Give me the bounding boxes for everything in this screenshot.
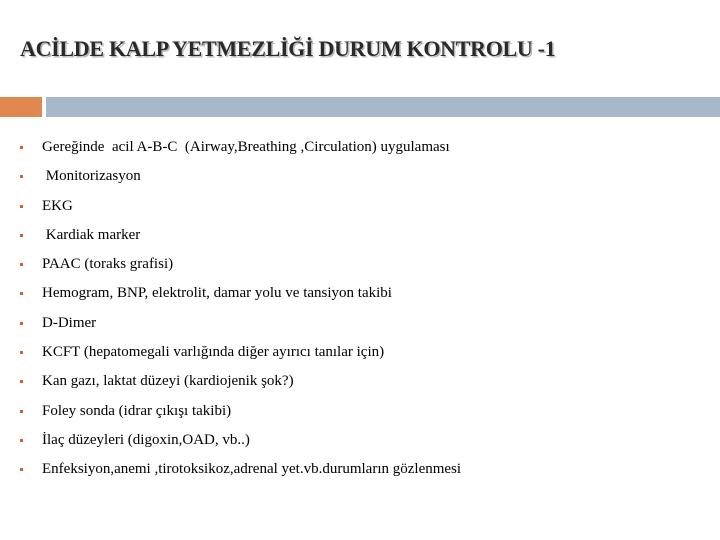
- bullet-text: Foley sonda (idrar çıkışı takibi): [42, 402, 232, 419]
- bullet-item: [0, 252, 720, 281]
- bullet-text: Enfeksiyon,anemi ,tirotoksikoz,adrenal yet.vb.durumların gözlenmesi: [42, 461, 462, 478]
- bullet-text: Kardiak marker: [42, 226, 141, 243]
- bullet-text: İlaç düzeyleri (digoxin,OAD, vb..): [42, 431, 250, 448]
- bullet-square-icon: [20, 263, 23, 266]
- bullet-item: [0, 399, 720, 428]
- bullet-text: Kan gazı, laktat düzeyi (kardiojenik şok?): [42, 373, 294, 390]
- bullet-text: Gereğinde acil A-B-C (Airway,Breathing ,Circulation) uygulaması: [42, 139, 450, 155]
- bullet-square-icon: [20, 205, 23, 208]
- bullet-text: Monitorizasyon: [42, 168, 141, 185]
- bullet-square-icon: [20, 380, 23, 383]
- title-accent-bar: [0, 97, 42, 117]
- bullet-item: [0, 311, 720, 340]
- bullet-square-icon: [20, 439, 23, 442]
- bullet-item: [0, 223, 720, 252]
- bullet-list: [0, 135, 720, 487]
- bullet-item: [0, 194, 720, 223]
- bullet-item: [0, 340, 720, 369]
- bullet-square-icon: [20, 292, 23, 295]
- bullet-text: D-Dimer: [42, 314, 97, 331]
- bullet-item: [0, 135, 720, 164]
- bullet-text: EKG: [42, 197, 73, 214]
- bullet-square-icon: [20, 351, 23, 354]
- bullet-text: KCFT (hepatomegali varlığında diğer ayırıcı tanılar için): [42, 344, 385, 361]
- slide-title: ACİLDE KALP YETMEZLİĞİ DURUM KONTROLU -1: [20, 36, 556, 61]
- bullet-item: [0, 164, 720, 193]
- bullet-item: [0, 428, 720, 457]
- bullet-text: Hemogram, BNP, elektrolit, damar yolu ve tansiyon takibi: [42, 285, 392, 302]
- bullet-square-icon: [20, 468, 23, 471]
- bullet-item: [0, 281, 720, 310]
- bullet-square-icon: [20, 146, 23, 149]
- bullet-text: PAAC (toraks grafisi): [42, 256, 174, 273]
- bullet-square-icon: [20, 322, 23, 325]
- title-divider-bar: [46, 97, 720, 117]
- bullet-square-icon: [20, 234, 23, 237]
- bullet-item: [0, 457, 720, 486]
- bullet-square-icon: [20, 175, 23, 178]
- bullet-square-icon: [20, 410, 23, 413]
- bullet-item: [0, 369, 720, 398]
